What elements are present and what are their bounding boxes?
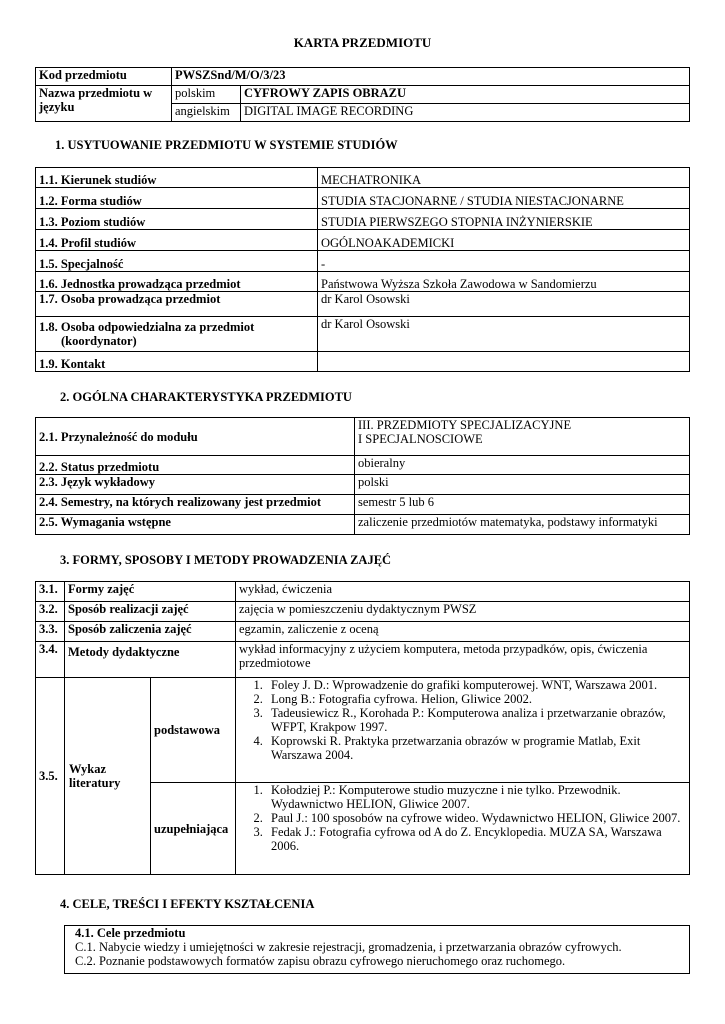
list-item: 2. Paul J.: 100 sposobów na cyfrowe wideo. Wydawnictwo HELION, Gliwice 2007. [266,811,689,825]
section2-table [35,417,690,535]
module-line1: III. PRZEDMIOTY SPECJALIZACYJNE [358,418,572,432]
name-pl: CYFROWY ZAPIS OBRAZU [241,86,690,104]
name-en: DIGITAL IMAGE RECORDING [241,104,690,122]
row-value: obieralny [355,456,690,475]
row-label: 2.5. Wymagania wstępne [36,515,355,535]
row-label: 2.4. Semestry, na których realizowany jest przedmiot [36,495,355,515]
basic-literature-list [236,678,689,762]
section4-heading: 4. CELE, TREŚCI I EFEKTY KSZTAŁCENIA [60,897,315,911]
row-value: wykład, ćwiczenia [236,582,690,602]
row-value: polski [355,475,690,495]
lang-pl: polskim [172,86,241,104]
code-value: PWSZSnd/M/O/3/23 [172,68,690,86]
basic-label: podstawowa [151,678,236,783]
row-label: 1.5. Specjalność [36,251,318,272]
row-value: - [318,251,690,272]
list-item: 4. Koprowski R. Praktyka przetwarzania obrazów w programie Matlab, Exit Warszawa 2004. [266,734,689,762]
objectives-cell [65,926,690,974]
row-value: Państwowa Wyższa Szkoła Zawodowa w Sandomierzu [318,272,690,292]
section1-table [35,167,690,372]
row-value: STUDIA PIERWSZEGO STOPNIA INŻYNIERSKIE [318,209,690,230]
row-num: 3.4. [36,642,65,678]
row-value: dr Karol Osowski [318,292,690,317]
row-label: 1.6. Jednostka prowadząca przedmiot [36,272,318,292]
row-num: 3.1. [36,582,65,602]
module-value [355,418,690,456]
extra-literature-list [236,783,689,853]
extra-label: uzupełniająca [151,783,236,875]
section1-heading: 1. USYTUOWANIE PRZEDMIOTU W SYSTEMIE STUDIÓW [55,138,398,152]
course-header-table [35,67,690,122]
row-label: Sposób zaliczenia zajęć [65,622,236,642]
row-label: 2.2. Status przedmiotu [36,456,355,475]
section3-table [35,581,690,875]
row-value: STUDIA STACJONARNE / STUDIA NIESTACJONARNE [318,188,690,209]
row-label: Metody dydaktyczne [65,642,236,678]
code-label: Kod przedmiotu [36,68,172,86]
row-num: 3.2. [36,602,65,622]
row-value: egzamin, zaliczenie z oceną [236,622,690,642]
section4-table [64,925,690,974]
list-item: 2. Long B.: Fotografia cyfrowa. Helion, Gliwice 2002. [266,692,689,706]
coordinator-sublabel: (koordynator) [61,334,137,348]
row-label: 1.7. Osoba prowadząca przedmiot [36,292,318,317]
row-value: MECHATRONIKA [318,168,690,188]
row-label: 2.1. Przynależność do modułu [36,418,355,456]
row-value: zaliczenie przedmiotów matematyka, podstawy informatyki [355,515,690,535]
row-label: 1.4. Profil studiów [36,230,318,251]
literature-label: Wykaz literatury [65,678,151,875]
row-value: OGÓLNOAKADEMICKI [318,230,690,251]
objective-c1: C.1. Nabycie wiedzy i umiejętności w zakresie rejestracji, gromadzenia, i przetwarzania obrazów cyfrowych. [75,940,622,954]
list-item: 3. Tadeusiewicz R., Korohada P.: Komputerowa analiza i przetwarzanie obrazów, WFPT, Krakpow 1997. [266,706,689,734]
module-line2: I SPECJALNOSCIOWE [358,432,483,446]
row-label: 1.9. Kontakt [36,352,318,372]
extra-list-cell [236,783,690,875]
row-value [318,352,690,372]
basic-list-cell [236,678,690,783]
row-label: 2.3. Język wykładowy [36,475,355,495]
section2-heading: 2. OGÓLNA CHARAKTERYSTYKA PRZEDMIOTU [60,390,352,404]
row-label: 1.3. Poziom studiów [36,209,318,230]
row-value: zajęcia w pomieszczeniu dydaktycznym PWSZ [236,602,690,622]
name-label: Nazwa przedmiotu w języku [36,86,172,122]
objective-c2: C.2. Poznanie podstawowych formatów zapisu obrazu cyfrowego nieruchomego oraz ruchomego. [75,954,566,968]
row-label: Formy zajęć [65,582,236,602]
literature-num: 3.5. [36,678,65,875]
list-item: 1. Kołodziej P.: Komputerowe studio muzyczne i nie tylko. Przewodnik. Wydawnictwo HELION, Gliwice 2007. [266,783,689,811]
row-label: Sposób realizacji zajęć [65,602,236,622]
row-label: 1.1. Kierunek studiów [36,168,318,188]
page-title: KARTA PRZEDMIOTU [293,35,432,50]
list-item: 1. Foley J. D.: Wprowadzenie do grafiki komputerowej. WNT, Warszawa 2001. [266,678,689,692]
row-value: wykład informacyjny z użyciem komputera, metoda przypadków, opis, ćwiczenia przedmiotowe [236,642,690,678]
row-label: 1.2. Forma studiów [36,188,318,209]
lang-en: angielskim [172,104,241,122]
coordinator-label: 1.8. Osoba odpowiedzialna za przedmiot [39,320,255,334]
row-value: semestr 5 lub 6 [355,495,690,515]
section3-heading: 3. FORMY, SPOSOBY I METODY PROWADZENIA ZAJĘĆ [60,553,392,567]
objectives-heading: 4.1. Cele przedmiotu [75,926,186,940]
row-label-coordinator [36,317,318,352]
row-num: 3.3. [36,622,65,642]
row-value: dr Karol Osowski [318,317,690,352]
list-item: 3. Fedak J.: Fotografia cyfrowa od A do Z. Encyklopedia. MUZA SA, Warszawa 2006. [266,825,689,853]
